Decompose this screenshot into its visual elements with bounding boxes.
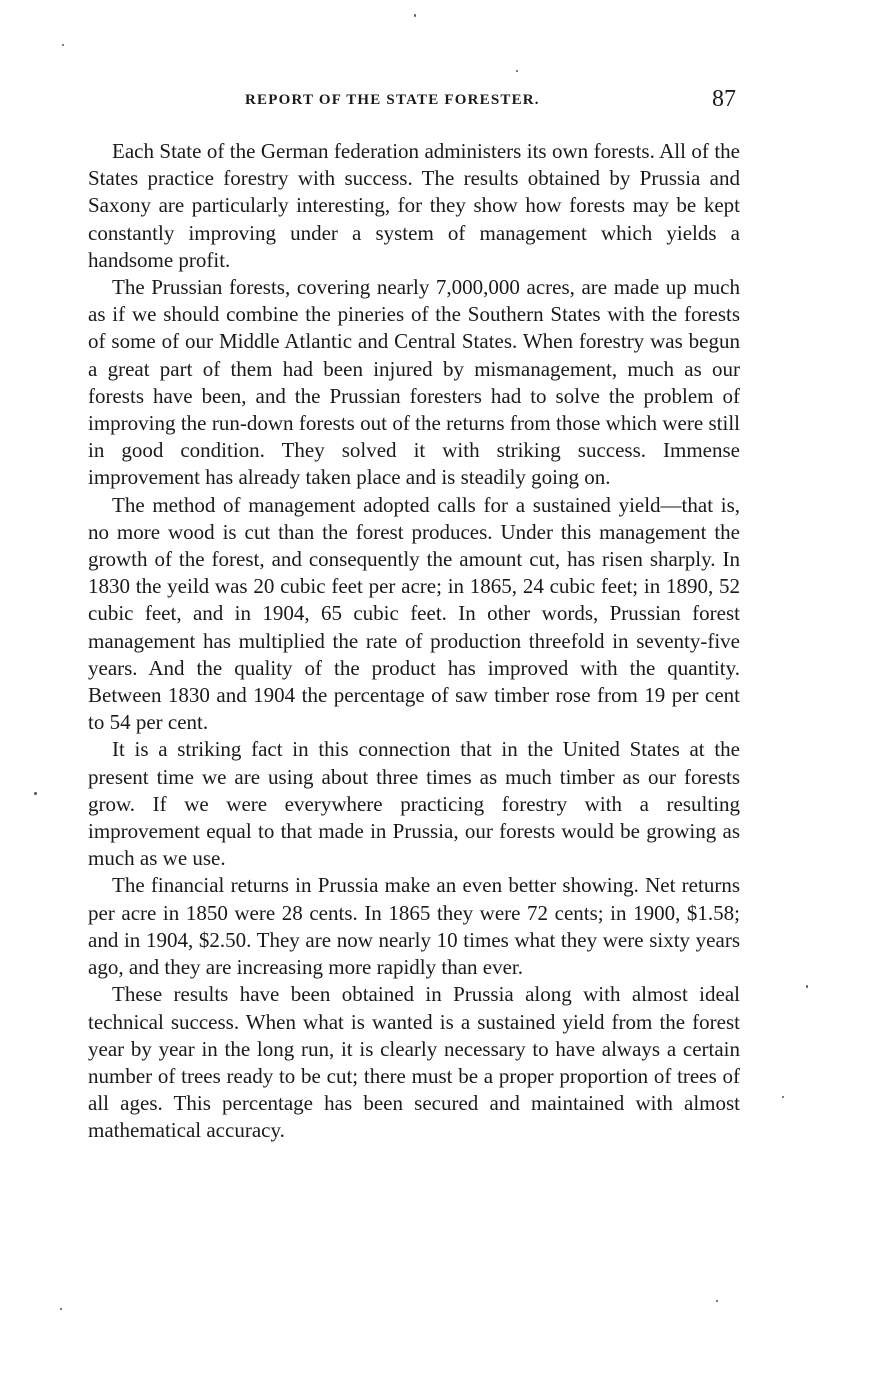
scan-speck xyxy=(62,44,64,46)
scan-speck xyxy=(34,792,37,795)
paragraph: Each State of the German federation administers its own forests. All of the States practice forestry with success. The results obtained by Prussia and Saxony are particularly interesting, for they show how forests may be kept constantly improving under a system of management which yields a handsome profit. xyxy=(88,139,740,272)
paragraph: These results have been obtained in Prussia along with almost ideal technical success. When what is wanted is a sustained yield from the forest year by year in the long run, it is clearly necessary to have always a certain number of trees ready to be cut; there must be a proper proportion of trees of all ages. This percentage has been secured and maintained with almost mathematical accuracy. xyxy=(88,982,740,1143)
running-head xyxy=(0,86,896,116)
page-number: 87 xyxy=(712,86,736,112)
scan-speck xyxy=(60,1308,62,1310)
paragraph: The financial returns in Prussia make an even better showing. Net returns per acre in 1850 were 28 cents. In 1865 they were 72 cents; in 1900, $1.58; and in 1904, $2.50. They are now nearly 10 times what they were sixty years ago, and they are increasing more rapidly than ever. xyxy=(88,873,740,980)
scan-speck xyxy=(782,1096,784,1098)
paragraph: The method of management adopted calls for a sustained yield—that is, no more wood is cut than the forest produces. Under this management the growth of the forest, and consequently the amount cut, has risen sharply. In 1830 the yeild was 20 cubic feet per acre; in 1865, 24 cubic feet; in 1890, 52 cubic feet, and in 1904, 65 cubic feet. In other words, Prussian forest management has multiplied the rate of production threefold in seventy-five years. And the quality of the product has improved with the quantity. Between 1830 and 1904 the percentage of saw timber rose from 19 per cent to 54 per cent. xyxy=(88,492,740,735)
paragraph: The Prussian forests, covering nearly 7,000,000 acres, are made up much as if we should combine the pineries of the Southern States with the forests of some of our Middle Atlantic and Central States. When forestry was begun a great part of them had been injured by mismanagement, much as our forests have been, and the Prussian foresters had to solve the problem of improving the run-down forests out of the returns from those which were still in good condition. They solved it with striking success. Immense improvement has already taken place and is steadily going on. xyxy=(88,275,740,490)
scan-speck xyxy=(414,14,416,17)
paragraph: It is a striking fact in this connection that in the United States at the present time we are using about three times as much timber as our forests grow. If we were everywhere practicing forestry with a resulting improvement equal to that made in Prussia, our forests would be growing as much as we use. xyxy=(88,737,740,871)
scan-speck xyxy=(516,70,518,72)
running-title: REPORT OF THE STATE FORESTER. xyxy=(245,92,540,108)
scan-speck xyxy=(806,985,808,988)
body-text xyxy=(88,138,740,1145)
scan-speck xyxy=(716,1300,718,1302)
